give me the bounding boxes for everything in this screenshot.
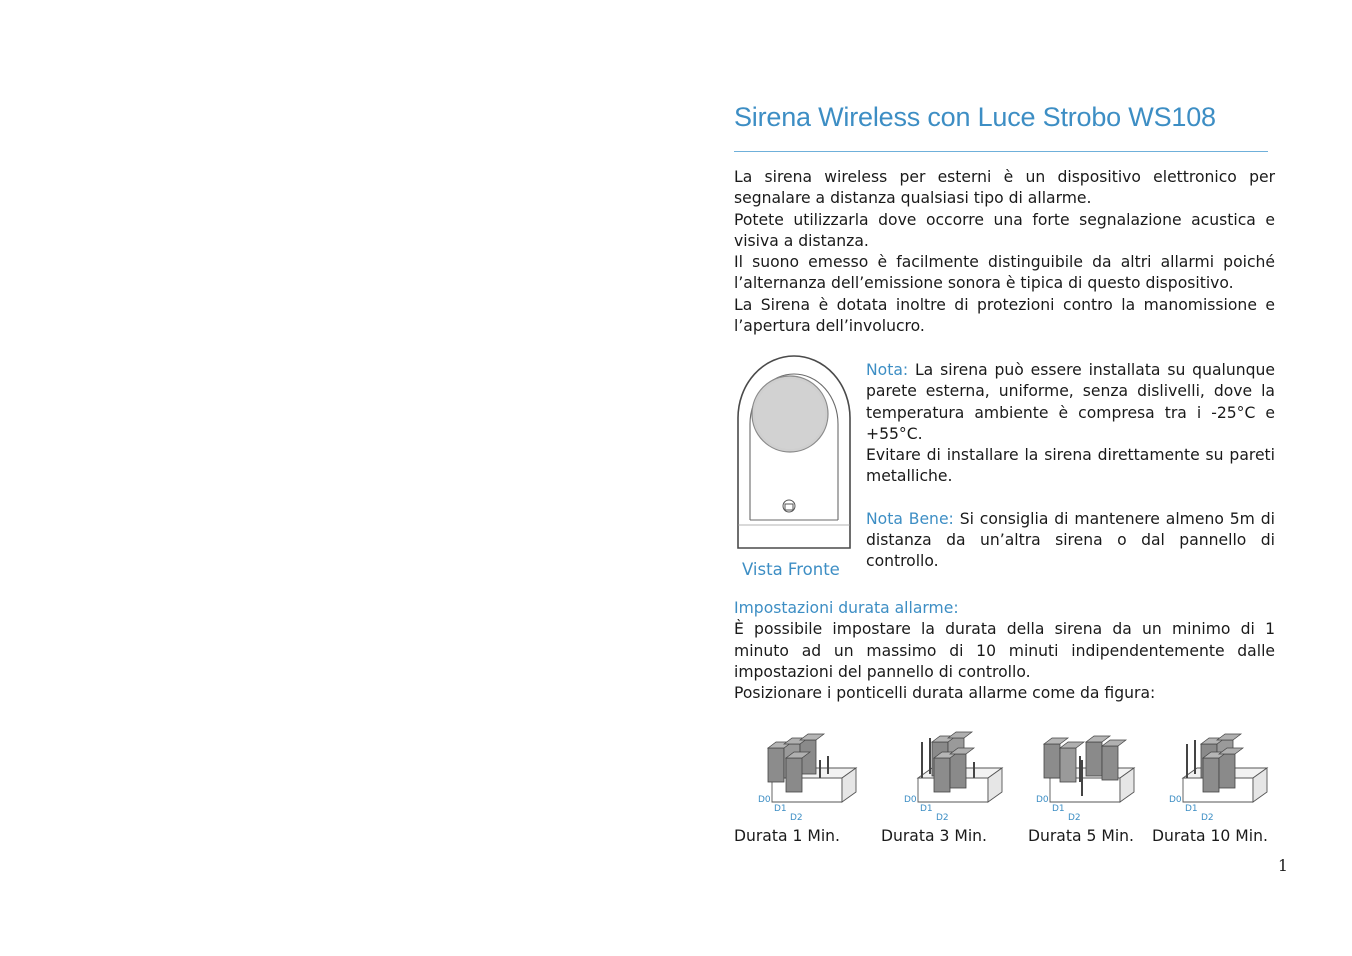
section-instruction: Posizionare i ponticelli durata allarme come da figura: — [734, 684, 1156, 703]
page-title: Sirena Wireless con Luce Strobo WS108 — [734, 102, 1216, 132]
pin-label-d0: D0 — [758, 795, 771, 805]
jumper-figure-3min — [898, 720, 1008, 824]
pin-label-d1: D1 — [1052, 804, 1065, 814]
nota-bene-paragraph — [866, 509, 1275, 573]
jumper-figure-1min — [752, 720, 862, 824]
pin-label-d0: D0 — [1169, 795, 1182, 805]
jumper-label-10min: Durata 10 Min. — [1152, 827, 1268, 845]
pin-label-d2: D2 — [1201, 813, 1214, 823]
jumper-figure-10min — [1163, 720, 1273, 824]
jumper-label-3min: Durata 3 Min. — [881, 827, 987, 845]
section-text: È possibile impostare la durata della sirena da un minimo di 1 minuto ad un massimo di 10 minuti indipendentemente dalle impostazioni del pannello di controllo. — [734, 620, 1275, 681]
jumper-figure-5min — [1030, 720, 1140, 824]
siren-front-view-illustration — [734, 350, 854, 556]
pin-label-d1: D1 — [1185, 804, 1198, 814]
intro-paragraph: La sirena wireless per esterni è un dispositivo elettronico per segnalare a distanza qualsiasi tipo di allarme. — [734, 168, 1275, 208]
intro-text — [734, 167, 1275, 337]
intro-paragraph: Il suono emesso è facilmente distinguibile da altri allarmi poiché l’alternanza dell’emissione sonora è tipica di questo dispositivo. — [734, 253, 1275, 293]
device-caption: Vista Fronte — [742, 560, 840, 579]
pin-label-d1: D1 — [920, 804, 933, 814]
nota-text: La sirena può essere installata su qualunque parete esterna, uniforme, senza dislivelli, dove la temperatura ambiente è compresa tra i -25°C e +55°C. — [866, 361, 1275, 443]
nota-label: Nota: — [866, 361, 909, 379]
jumper-label-5min: Durata 5 Min. — [1028, 827, 1134, 845]
intro-paragraph: La Sirena è dotata inoltre di protezioni contro la manomissione e l’apertura dell’involucro. — [734, 295, 1275, 336]
pin-label-d0: D0 — [1036, 795, 1049, 805]
jumper-label-1min: Durata 1 Min. — [734, 827, 840, 845]
nota-paragraph-2: Evitare di installare la sirena direttamente su pareti metalliche. — [866, 446, 1275, 486]
pin-label-d1: D1 — [774, 804, 787, 814]
title-divider — [734, 151, 1268, 152]
section-heading: Impostazioni durata allarme: — [734, 599, 959, 617]
pin-label-d2: D2 — [790, 813, 803, 823]
duration-section — [734, 598, 1275, 704]
pin-label-d2: D2 — [1068, 813, 1081, 823]
pin-label-d0: D0 — [904, 795, 917, 805]
intro-paragraph: Potete utilizzarla dove occorre una forte segnalazione acustica e visiva a distanza. — [734, 210, 1275, 250]
pin-label-d2: D2 — [936, 813, 949, 823]
nota-bene-text: Si consiglia di mantenere almeno 5m di distanza da un’altra sirena o dal pannello di controllo. — [866, 509, 1275, 571]
nota-paragraph — [866, 360, 1275, 445]
page-number: 1 — [1278, 857, 1288, 875]
notes-block — [866, 360, 1275, 573]
nota-bene-label: Nota Bene: — [866, 509, 954, 528]
